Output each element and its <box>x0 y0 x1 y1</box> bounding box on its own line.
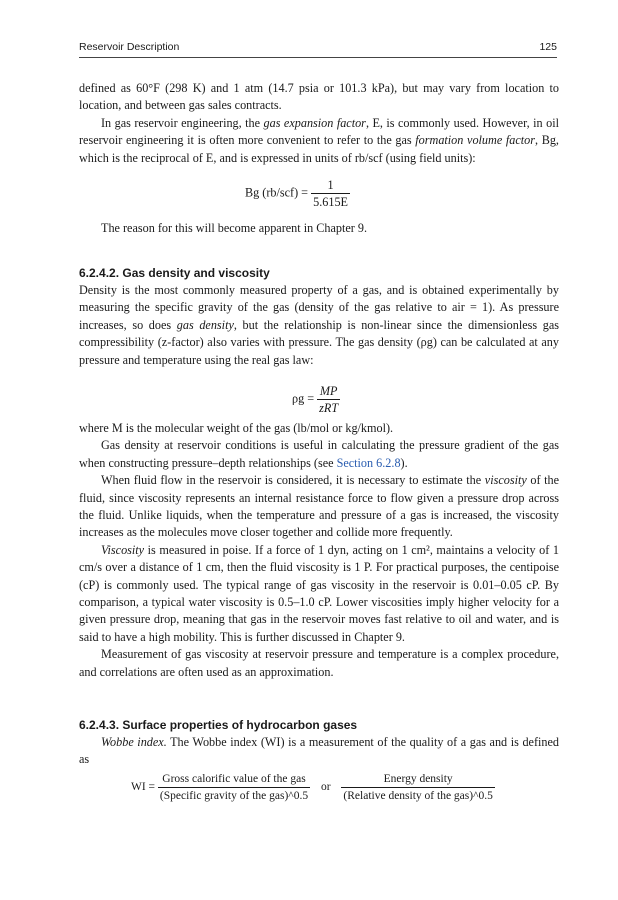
term-wobbe-index: Wobbe index. <box>101 735 167 749</box>
equation-lhs: ρg = <box>292 391 315 406</box>
paragraph-gas-density: Density is the most commonly measured property of a gas, and is obtained experimentally by measuring the specific gravity of the gas (density of the gas relative to air = 1). As pressure increases, so does gas density, but the relationship is non-linear since the dimensionless gas compressibility (z-factor) also varies with pressure. The gas density (ρg) can be calculated at any pressure and temperature using the real gas law: <box>79 283 560 367</box>
section-heading-surface-properties: 6.2.4.3. Surface properties of hydrocarbon gases <box>79 718 358 732</box>
equation-rho <box>292 383 340 416</box>
equation-numerator-1: Gross calorific value of the gas <box>158 771 310 788</box>
equation-denominator: zRT <box>319 401 339 415</box>
equation-lhs: WI = <box>131 781 156 794</box>
equation-fraction-2 <box>341 771 494 804</box>
paragraph-where: where M is the molecular weight of the gas (lb/mol or kg/kmol). <box>79 421 394 435</box>
term-gas-expansion-factor: gas expansion factor <box>263 115 366 130</box>
equation-fraction <box>311 177 350 210</box>
equation-denominator-1: (Specific gravity of the gas)^0.5 <box>159 790 309 802</box>
paragraph-wobbe: Wobbe index. The Wobbe index (WI) is a measurement of the quality of a gas and is defined as <box>79 735 559 767</box>
equation-lhs: Bg (rb/scf) = <box>245 185 309 200</box>
equation-bg <box>245 177 350 210</box>
term-viscosity-lead: Viscosity <box>101 542 145 557</box>
section-link[interactable]: Section 6.2.8 <box>336 455 401 470</box>
term-viscosity: viscosity <box>484 473 527 488</box>
paragraph-measurement: Measurement of gas viscosity at reservoir pressure and temperature is a complex procedure, and correlations are often used as an approximation. <box>79 647 559 679</box>
page-number: 125 <box>539 41 557 53</box>
equation-fraction <box>317 383 340 416</box>
running-header <box>79 41 557 58</box>
running-header-title: Reservoir Description <box>79 41 180 53</box>
section-heading-gas-density: 6.2.4.2. Gas density and viscosity <box>79 266 270 280</box>
equation-fraction-1 <box>158 771 310 804</box>
equation-wobbe <box>131 771 495 804</box>
equation-denominator: 5.615E <box>313 195 348 209</box>
equation-denominator-2: (Relative density of the gas)^0.5 <box>343 790 493 802</box>
equation-numerator: MP <box>317 383 340 400</box>
term-gas-density: gas density <box>176 317 234 332</box>
paragraph-text: defined as 60°F (298 K) and 1 atm (14.7 psia or 101.3 kPa), but may vary from location to location, and between gas sales contracts. <box>79 81 559 113</box>
equation-or: or <box>320 781 331 794</box>
paragraph-fluid-flow: When fluid flow in the reservoir is considered, it is necessary to estimate the viscosity of the fluid, since viscosity represents an internal resistance force to flow given a pressure drop across the fluid. Unlike liquids, when the temperature and pressure of a gas is increased, the viscosity increases as the molecules move closer together and collide more frequently. <box>79 473 559 540</box>
paragraph-gas-density-gradient: Gas density at reservoir conditions is useful in calculating the pressure gradient of the gas when constructing pressure–depth relationships (see Section 6.2.8). <box>79 438 559 470</box>
paragraph-reason <box>79 220 559 237</box>
paragraph-gas-conditions <box>79 80 559 167</box>
paragraph-gas-expansion: In gas reservoir engineering, the gas expansion factor, E, is commonly used. However, in oil reservoir engineering it is often more convenient to refer to the gas formation volume factor, Bg, which is the reciprocal of E, and is expressed in units of rb/scf (using field units): <box>79 115 559 165</box>
equation-numerator: 1 <box>311 177 350 194</box>
paragraph-text: The reason for this will become apparent in Chapter 9. <box>101 221 368 235</box>
paragraph-poise: Viscosity is measured in poise. If a force of 1 dyn, acting on 1 cm², maintains a velocity of 1 cm/s over a distance of 1 cm, then the fluid viscosity is 1 P. For practical purposes, the centipoise (cP) is commonly used. The typical range of gas viscosity in the reservoir is 0.01–0.05 cP. By comparison, a typical water viscosity is 0.5–1.0 cP. Lower viscosities imply higher velocity for a given pressure drop, meaning that gas in the reservoir moves fast relative to oil and water, and is said to have a high mobility. This is further discussed in Chapter 9. <box>79 542 559 644</box>
term-formation-volume-factor: formation volume factor <box>415 133 535 148</box>
paragraph-viscosity <box>79 420 559 681</box>
equation-numerator-2: Energy density <box>341 771 494 788</box>
